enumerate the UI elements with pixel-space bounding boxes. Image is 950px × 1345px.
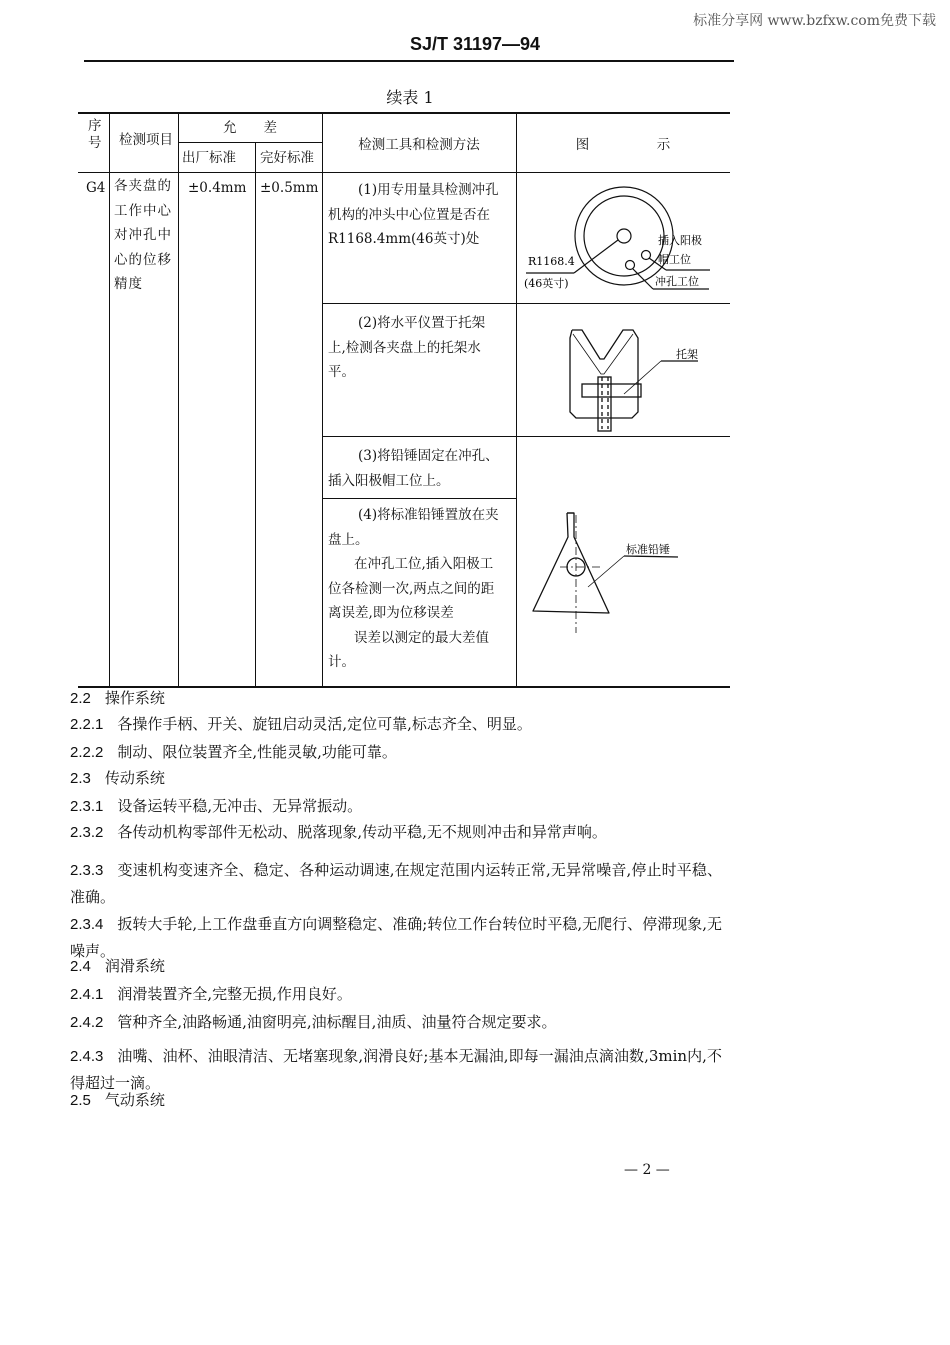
clause-2-4-1	[70, 981, 722, 1008]
clause-text: 制动、限位装置齐全,性能灵敏,功能可靠。	[117, 743, 397, 761]
method-line: 盘上。	[328, 531, 369, 548]
section-number: 2.2.2	[70, 744, 104, 761]
method-1	[328, 178, 514, 252]
radius-inch-label: (46英寸)	[524, 277, 569, 290]
row-seq: G4	[86, 180, 106, 196]
plumb-bob-label: 标准铅锤	[626, 543, 670, 556]
method-line: 上,检测各夹盘上的托架水	[328, 339, 481, 356]
method-line: (4)将标准铅锤置放在夹	[358, 507, 499, 523]
header-figure: 图 示	[575, 137, 671, 153]
col-divider	[178, 112, 179, 687]
method-line: 计。	[328, 654, 355, 670]
section-heading: 气动系统	[104, 1091, 165, 1109]
clause-text: 润滑装置齐全,完整无损,作用良好。	[117, 985, 352, 1003]
section-number: 2.4.3	[70, 1048, 104, 1065]
clause-2-3-3	[70, 857, 722, 910]
clause-2-3-1	[70, 793, 722, 820]
item-line: 心的位移	[114, 251, 172, 268]
section-number: 2.2	[70, 690, 91, 707]
table-caption: 续表 1	[386, 88, 434, 107]
clause-text: 各传动机构零部件无松动、脱落现象,传动平稳,无不规则冲击和异常声响。	[117, 823, 607, 841]
item-line: 精度	[114, 276, 143, 292]
plumb-bob-figure	[516, 437, 730, 687]
header-method: 检测工具和检测方法	[358, 137, 480, 153]
item-line: 各夹盘的	[114, 178, 172, 194]
method-line: 平。	[328, 364, 355, 380]
section-number: 2.3	[70, 770, 91, 787]
section-number: 2.3.1	[70, 798, 104, 815]
method-line: 在冲孔工位,插入阳极工	[354, 556, 494, 572]
section-number: 2.3.2	[70, 824, 104, 841]
col-divider	[109, 112, 110, 687]
method-line: (3)将铅锤固定在冲孔、	[358, 448, 499, 464]
row-factory-tolerance: ±0.4mm	[188, 180, 247, 196]
header-rule	[84, 60, 734, 62]
method-line: (1)用专用量具检测冲孔	[358, 182, 499, 198]
col-divider	[255, 142, 256, 687]
radius-label: R1168.4	[528, 255, 575, 268]
clause-2-2-1	[70, 711, 722, 738]
header-seq: 序号	[88, 118, 102, 151]
header-divider	[178, 142, 322, 143]
bracket-figure	[516, 304, 730, 436]
header-tolerance: 允 差	[223, 120, 277, 136]
clause-2-4-2	[70, 1009, 722, 1036]
section-number: 2.5	[70, 1092, 91, 1109]
section-heading: 润滑系统	[104, 957, 165, 975]
method-4	[328, 503, 514, 675]
method-3	[328, 444, 514, 493]
method-line: (2)将水平仪置于托架	[358, 315, 486, 331]
row-divider	[322, 498, 516, 499]
section-2-5	[70, 1087, 722, 1114]
section-number: 2.4	[70, 958, 91, 975]
watermark: 标准分享网 www.bzfxw.com免费下载	[693, 13, 936, 29]
section-number: 2.4.1	[70, 986, 104, 1003]
section-2-4	[70, 953, 722, 980]
clause-text: 油嘴、油杯、油眼清洁、无堵塞现象,润滑良好;基本无漏油,即每一漏油点滴油数,3min内,不得超过一滴。	[70, 1047, 722, 1092]
method-line: 误差以测定的最大差值	[354, 629, 489, 646]
standard-number: SJ/T 31197—94	[409, 34, 541, 54]
item-line: 工作中心	[114, 202, 172, 219]
table-top-rule	[78, 112, 730, 114]
header-factory-standard: 出厂标准	[182, 150, 236, 166]
method-line: 离误差,即为位移误差	[328, 605, 454, 621]
row-item	[114, 174, 178, 297]
item-line: 对冲孔中	[114, 227, 172, 243]
header-item: 检测项目	[119, 132, 173, 148]
section-2-2	[70, 685, 722, 712]
clause-text: 扳转大手轮,上工作盘垂直方向调整稳定、准确;转位工作台转位时平稳,无爬行、停滞现象,无噪声。	[70, 915, 722, 960]
section-number: 2.4.2	[70, 1014, 104, 1031]
section-heading: 操作系统	[104, 689, 165, 707]
section-number: 2.2.1	[70, 716, 104, 733]
method-line: 位各检测一次,两点之间的距	[328, 580, 495, 597]
page-number: — 2 —	[624, 1162, 670, 1178]
clause-text: 变速机构变速齐全、稳定、各种运动调速,在规定范围内运转正常,无异常噪音,停止时平稳、准确。	[70, 861, 722, 906]
section-2-3	[70, 765, 722, 792]
section-heading: 传动系统	[104, 769, 165, 787]
method-line: R1168.4mm(46英寸)处	[328, 231, 480, 247]
clause-2-3-2	[70, 819, 722, 846]
section-number: 2.3.3	[70, 862, 104, 879]
anode-station-label: 插入阳极	[658, 234, 702, 247]
clause-text: 设备运转平稳,无冲击、无异常振动。	[117, 797, 363, 815]
disc-position-figure	[516, 173, 730, 303]
method-line: 插入阳极帽工位上。	[328, 472, 450, 489]
clause-2-2-2	[70, 739, 722, 766]
bracket-label: 托架	[676, 348, 698, 361]
anode-station-label-2: 帽工位	[658, 253, 691, 266]
punch-station-label: 冲孔工位	[655, 275, 699, 288]
method-2	[328, 311, 514, 385]
header-intact-standard: 完好标准	[260, 150, 314, 166]
method-line: 机构的冲头中心位置是否在	[328, 206, 490, 223]
col-divider	[322, 112, 323, 687]
clause-text: 管种齐全,油路畅通,油窗明亮,油标醒目,油质、油量符合规定要求。	[117, 1013, 557, 1031]
section-number: 2.3.4	[70, 916, 104, 933]
clause-text: 各操作手柄、开关、旋钮启动灵活,定位可靠,标志齐全、明显。	[117, 715, 532, 733]
row-intact-tolerance: ±0.5mm	[260, 180, 319, 196]
